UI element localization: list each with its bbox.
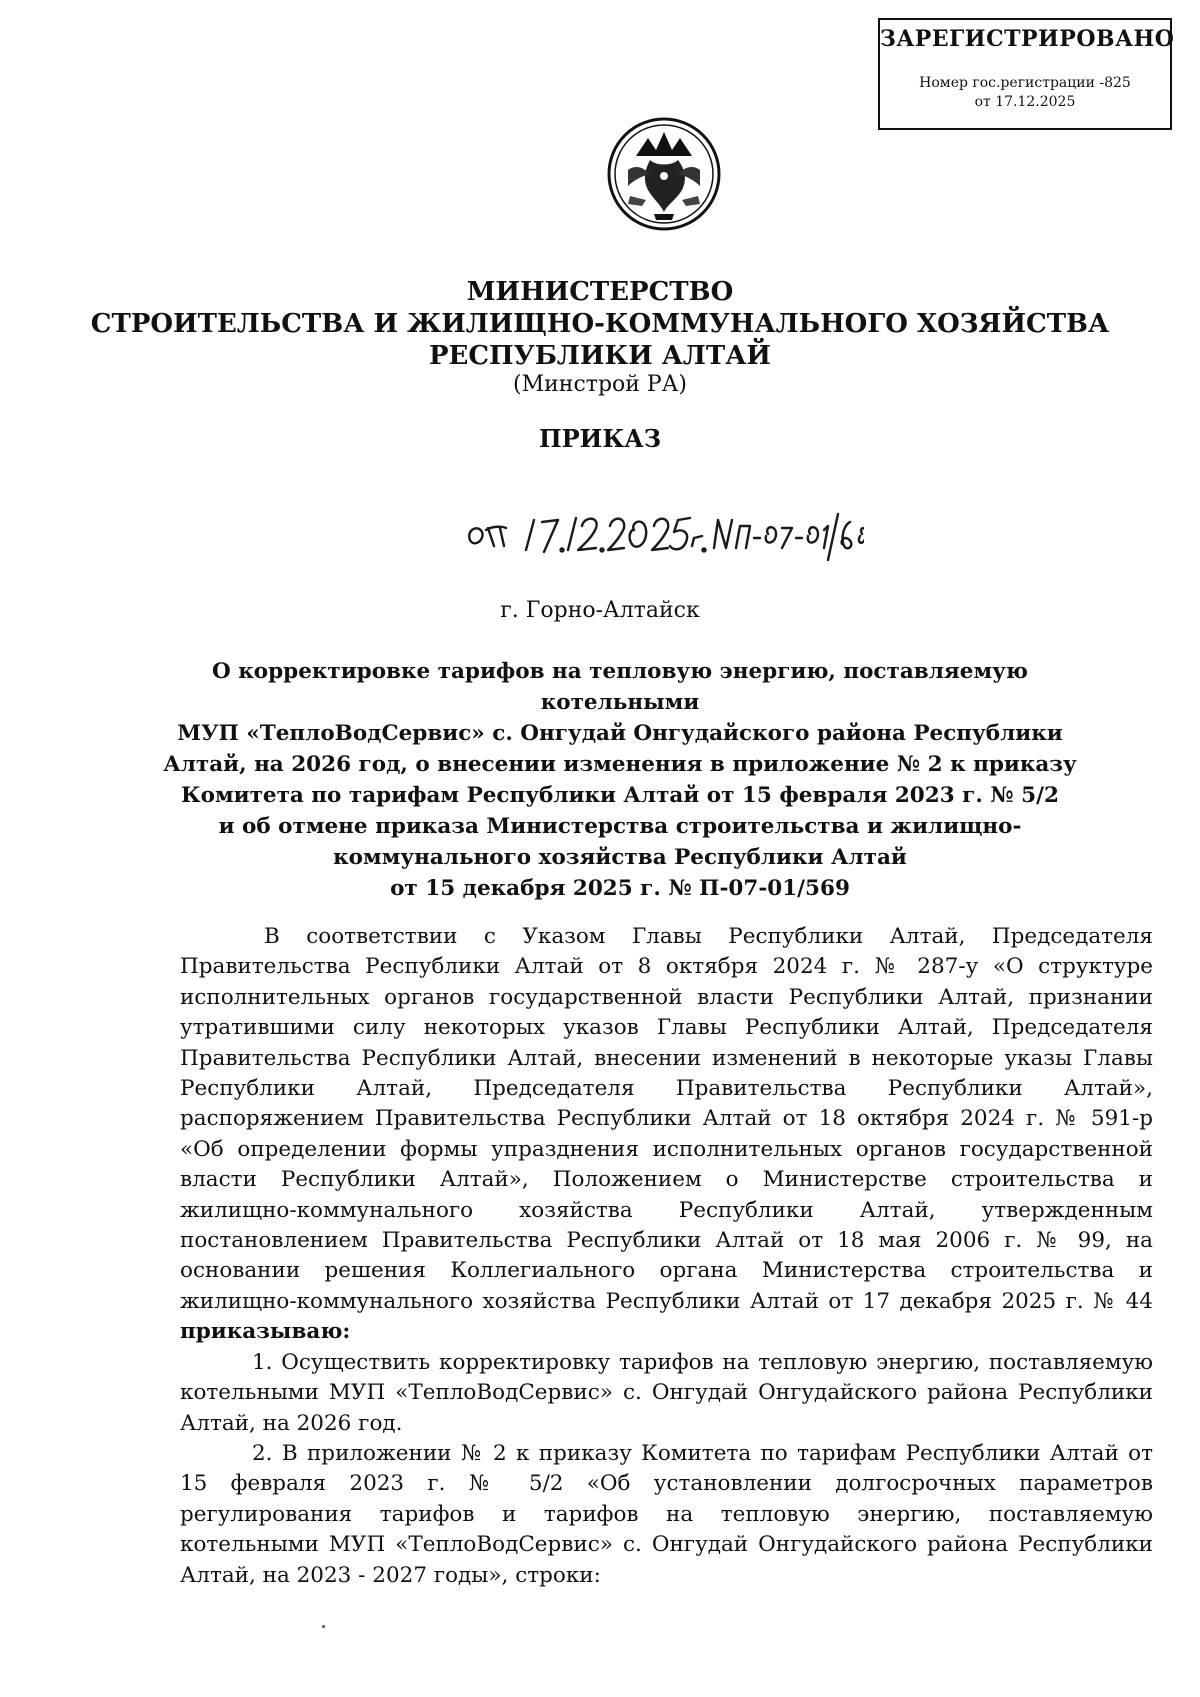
ministry-name-line3: РЕСПУБЛИКИ АЛТАЙ	[428, 341, 771, 371]
order-body	[180, 922, 1153, 1591]
subject-line: коммунального хозяйства Республики Алтай	[333, 845, 907, 870]
ministry-name	[0, 276, 1200, 372]
ministry-name-line2: СТРОИТЕЛЬСТВА И ЖИЛИЩНО-КОММУНАЛЬНОГО ХОЗЯЙСТВА	[90, 309, 1110, 339]
handwritten-date-number	[464, 500, 864, 570]
preamble-text: В соответствии с Указом Главы Республики Алтай, Председателя Правительства Республики Алтай от 8 октября 2024 г. № 287-у «О структуре исполнительных органов государственной власти Республики Алтай, признании утратившими силу некоторых указов Главы Республики Алтай, Председателя Правительства Республики Алтай, внесении изменений в некоторые указы Главы Республики Алтай, Председателя Правительства Республики Алтай», распоряжением Правительства Республики Алтай от 18 октября 2024 г. № 591-р «Об определении формы упразднения исполнительных органов государственной власти Республики Алтай», Положением о Министерстве строительства и жилищно-коммунального хозяйства Республики Алтай, утвержденным постановлением Правительства Республики Алтай от 18 мая 2006 г. № 99, на основании решения Коллегиального органа Министерства строительства и жилищно-коммунального хозяйства Республики Алтай от 17 декабря 2025 г. № 44	[180, 924, 1153, 1314]
order-title: ПРИКАЗ	[538, 424, 662, 453]
order-item-2: 2. В приложении № 2 к приказу Комитета по тарифам Республики Алтай от 15 февраля 2023 г. № 5/2 «Об установлении долгосрочных параметров регулирования тарифов и тарифов на тепловую энергию, поставляемую котельными МУП «ТеплоВодСервис» с. Онгудай Онгудайского района Республики Алтай, на 2023 - 2027 годы», строки:	[180, 1440, 1153, 1588]
stamp-registration-number: Номер гос.регистрации -825	[919, 75, 1131, 91]
stamp-title: ЗАРЕГИСТРИРОВАНО	[880, 26, 1175, 52]
subject-line: О корректировке тарифов на тепловую энергию, поставляемую котельными	[212, 659, 1028, 715]
scan-speck	[322, 1625, 325, 1628]
registration-stamp	[878, 18, 1175, 130]
subject-line: от 15 декабря 2025 г. № П-07-01/569	[390, 876, 850, 901]
subject-line: Алтай, на 2026 год, о внесении изменения в приложение № 2 к приказу	[163, 752, 1077, 777]
stamp-registration-date: от 17.12.2025	[974, 94, 1076, 110]
order-city: г. Горно-Алтайск	[500, 598, 700, 623]
ministry-name-line1: МИНИСТЕРСТВО	[466, 277, 734, 307]
subject-line: МУП «ТеплоВодСервис» с. Онгудай Онгудайского района Республики	[177, 721, 1063, 746]
order-item-1: 1. Осуществить корректировку тарифов на тепловую энергию, поставляемую котельными МУП «ТеплоВодСервис» с. Онгудай Онгудайского района Республики Алтай, на 2026 год.	[180, 1349, 1153, 1436]
order-subject	[160, 656, 1080, 904]
subject-line: Комитета по тарифам Республики Алтай от 15 февраля 2023 г. № 5/2	[181, 783, 1059, 808]
order-verb: приказываю:	[180, 1319, 351, 1345]
ministry-abbreviation: (Минстрой РА)	[513, 372, 687, 397]
republic-of-altai-emblem-icon	[606, 116, 722, 232]
preamble-paragraph	[180, 922, 1153, 1348]
subject-line: и об отмене приказа Министерства строительства и жилищно-	[218, 814, 1022, 839]
